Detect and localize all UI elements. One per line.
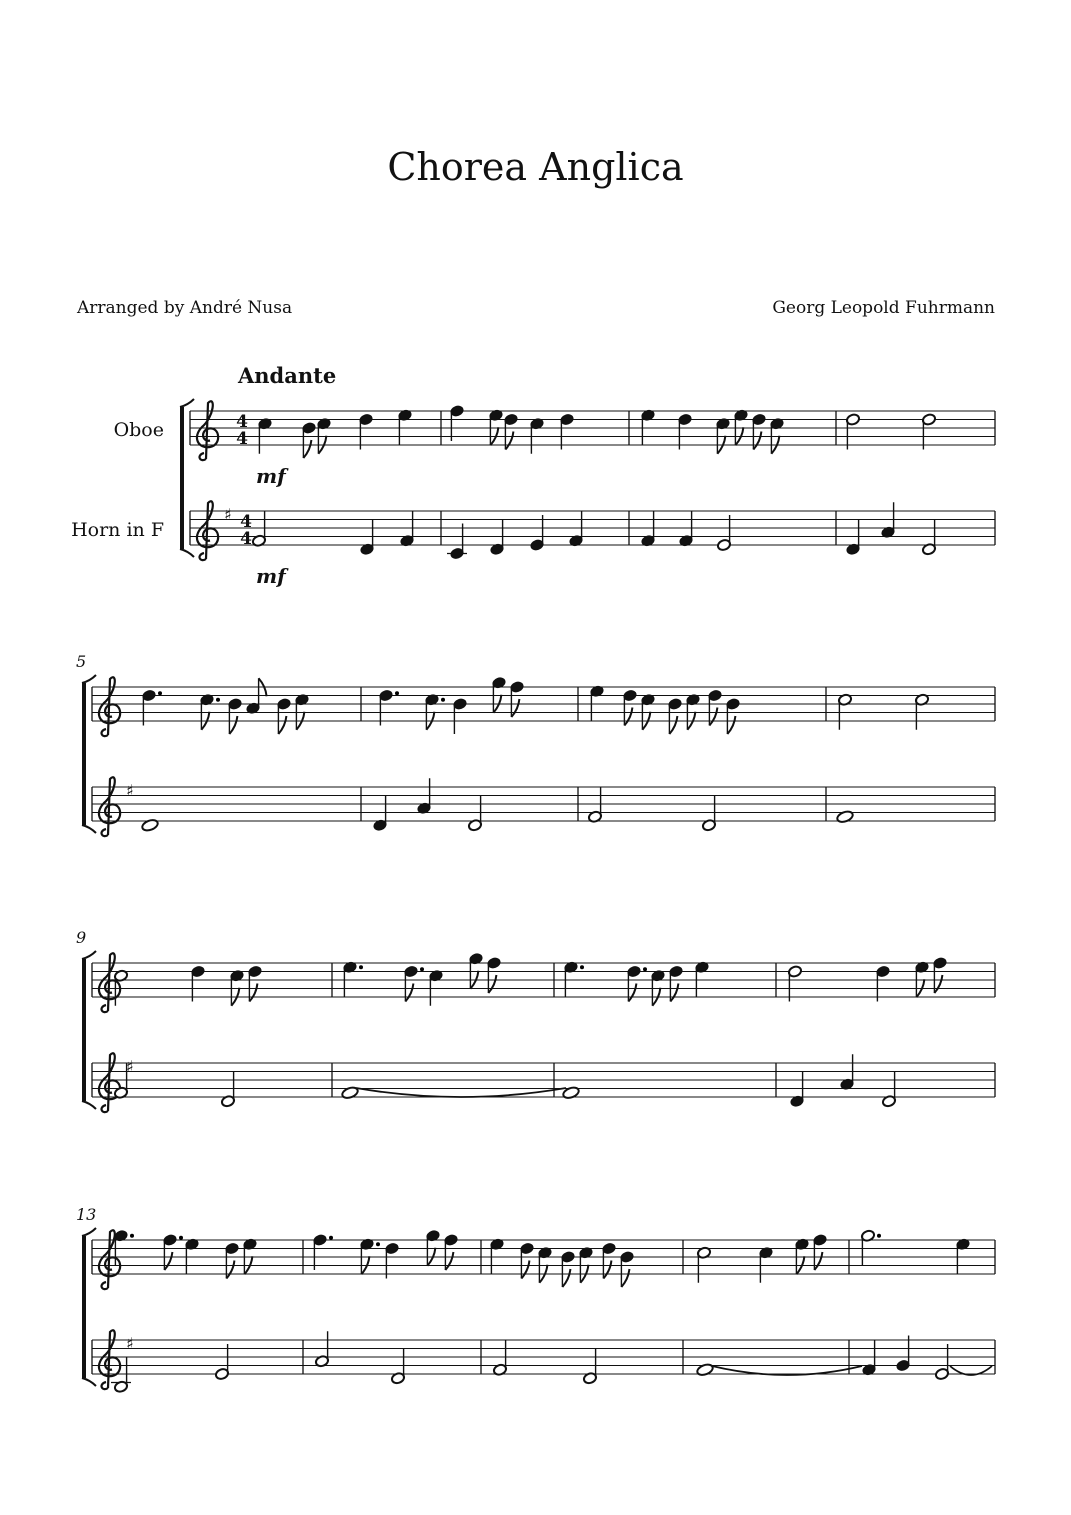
note-flag bbox=[511, 699, 519, 717]
horn-note bbox=[215, 1344, 230, 1380]
oboe-note bbox=[716, 417, 731, 453]
augmentation-dot bbox=[179, 1236, 183, 1240]
note-flag bbox=[669, 716, 677, 734]
oboe-note bbox=[230, 969, 245, 1005]
oboe-note bbox=[651, 969, 666, 1005]
oboe-note bbox=[313, 1234, 333, 1270]
horn-note bbox=[141, 818, 159, 832]
note-flag bbox=[505, 432, 513, 450]
system-3 bbox=[76, 928, 995, 1109]
oboe-note bbox=[734, 409, 749, 445]
oboe-note bbox=[770, 417, 785, 453]
horn-note bbox=[315, 1331, 330, 1367]
augmentation-dot bbox=[643, 967, 647, 971]
oboe-note bbox=[564, 961, 584, 997]
oboe-note bbox=[846, 413, 861, 449]
oboe-note bbox=[492, 676, 507, 712]
oboe-note bbox=[317, 417, 332, 453]
bracket-top-hook bbox=[180, 399, 194, 407]
note-flag bbox=[709, 708, 717, 726]
oboe-note bbox=[469, 952, 484, 988]
horn-note bbox=[569, 511, 584, 547]
augmentation-dot bbox=[130, 1234, 134, 1238]
oboe-note bbox=[191, 965, 206, 1001]
horn-note bbox=[679, 511, 694, 547]
horn-note bbox=[836, 810, 854, 824]
oboe-note bbox=[579, 1246, 594, 1282]
horn-note bbox=[881, 502, 896, 538]
oboe-note bbox=[669, 965, 684, 1001]
oboe-note bbox=[915, 693, 930, 729]
oboe-note bbox=[200, 693, 220, 729]
notehead bbox=[836, 810, 854, 824]
horn-note bbox=[530, 515, 545, 551]
horn-note bbox=[493, 1340, 508, 1376]
oboe-note bbox=[404, 965, 424, 1001]
horn-note bbox=[696, 1363, 714, 1377]
oboe-note bbox=[759, 1246, 774, 1282]
oboe-note bbox=[915, 961, 930, 997]
note-flag bbox=[164, 1252, 172, 1270]
system-4 bbox=[76, 1205, 995, 1386]
oboe-note bbox=[163, 1234, 183, 1270]
horn-note bbox=[400, 511, 415, 547]
oboe-note bbox=[302, 422, 317, 458]
bracket-top-hook bbox=[82, 1228, 96, 1236]
augmentation-dot bbox=[420, 967, 424, 971]
horn-note bbox=[373, 795, 388, 831]
horn-note bbox=[391, 1348, 406, 1384]
oboe-note bbox=[185, 1238, 200, 1274]
oboe-note bbox=[697, 1246, 712, 1282]
horn-note bbox=[702, 795, 717, 831]
augmentation-dot bbox=[395, 691, 399, 695]
oboe-note bbox=[487, 957, 502, 993]
oboe-note bbox=[489, 409, 504, 445]
measure-number: 5 bbox=[76, 652, 87, 671]
horn-staff bbox=[190, 505, 995, 588]
augmentation-dot bbox=[158, 691, 162, 695]
oboe-note bbox=[248, 965, 263, 1001]
oboe-note bbox=[590, 685, 605, 721]
treble-clef bbox=[99, 953, 120, 1012]
dynamic-marking: mf bbox=[256, 564, 286, 588]
treble-clef bbox=[99, 1053, 120, 1112]
measure-number: 9 bbox=[76, 928, 87, 947]
arranger-credit: Arranged by André Nusa bbox=[77, 298, 293, 318]
oboe-note bbox=[520, 1242, 535, 1278]
oboe-note bbox=[510, 681, 525, 717]
oboe-staff bbox=[92, 963, 995, 997]
note-flag bbox=[621, 1269, 629, 1287]
instrument-label-horn: Horn in F bbox=[71, 519, 164, 541]
oboe-note bbox=[425, 693, 445, 729]
note-flag bbox=[278, 716, 286, 734]
key-signature-sharp: ♯ bbox=[224, 505, 232, 524]
note-flag bbox=[603, 1261, 611, 1279]
piece-title: Chorea Anglica bbox=[387, 145, 684, 189]
oboe-note bbox=[385, 1242, 400, 1278]
oboe-staff bbox=[92, 687, 995, 721]
oboe-note bbox=[246, 678, 267, 714]
treble-clef bbox=[99, 777, 120, 836]
horn-note bbox=[252, 511, 267, 547]
oboe-note bbox=[243, 1238, 258, 1274]
oboe-note bbox=[627, 965, 647, 1001]
treble-clef bbox=[197, 501, 218, 560]
oboe-note bbox=[641, 409, 656, 445]
oboe-note bbox=[933, 957, 948, 993]
augmentation-dot bbox=[580, 965, 584, 969]
bracket-bottom-hook bbox=[82, 1101, 96, 1109]
oboe-note bbox=[228, 698, 243, 734]
oboe-note bbox=[450, 405, 465, 441]
oboe-note bbox=[678, 413, 693, 449]
notehead bbox=[696, 1363, 714, 1377]
treble-clef bbox=[99, 677, 120, 736]
oboe-note bbox=[560, 413, 575, 449]
note-flag bbox=[405, 984, 413, 1002]
note-flag bbox=[303, 440, 311, 458]
augmentation-dot bbox=[216, 698, 220, 702]
oboe-note bbox=[795, 1238, 810, 1274]
oboe-note bbox=[956, 1238, 971, 1274]
oboe-note bbox=[142, 689, 162, 725]
oboe-note bbox=[225, 1242, 240, 1278]
bracket-top-hook bbox=[82, 675, 96, 683]
augmentation-dot bbox=[376, 1242, 380, 1246]
note-flag bbox=[249, 984, 257, 1002]
horn-note bbox=[896, 1336, 911, 1372]
notehead bbox=[141, 818, 159, 832]
oboe-note bbox=[426, 1229, 441, 1265]
treble-clef bbox=[197, 401, 218, 460]
dynamic-marking: mf bbox=[256, 464, 286, 488]
oboe-note bbox=[641, 693, 656, 729]
tempo-marking: Andante bbox=[238, 363, 337, 388]
horn-note bbox=[360, 519, 375, 555]
oboe-note bbox=[359, 413, 374, 449]
oboe-note bbox=[343, 961, 363, 997]
note-flag bbox=[562, 1269, 570, 1287]
composer-credit: Georg Leopold Fuhrmann bbox=[772, 298, 995, 318]
horn-note bbox=[490, 519, 505, 555]
oboe-note bbox=[668, 698, 683, 734]
oboe-note bbox=[379, 689, 399, 725]
bracket-bottom-hook bbox=[82, 1378, 96, 1386]
oboe-note bbox=[726, 698, 741, 734]
oboe-note bbox=[695, 961, 710, 997]
time-signature-bottom: 4 bbox=[236, 429, 248, 449]
oboe-note bbox=[876, 965, 891, 1001]
oboe-note bbox=[360, 1238, 380, 1274]
augmentation-dot bbox=[441, 698, 445, 702]
time-signature-top: 4 bbox=[236, 412, 248, 432]
time-signature-top: 4 bbox=[240, 512, 252, 532]
oboe-note bbox=[623, 689, 638, 725]
horn-note bbox=[641, 511, 656, 547]
key-signature-sharp: ♯ bbox=[126, 1334, 134, 1353]
horn-note bbox=[882, 1071, 897, 1107]
augmentation-dot bbox=[877, 1234, 881, 1238]
horn-staff bbox=[92, 781, 995, 821]
oboe-note bbox=[295, 693, 310, 729]
horn-note bbox=[935, 1344, 950, 1380]
note-flag bbox=[488, 975, 496, 993]
note-flag bbox=[624, 708, 632, 726]
horn-note bbox=[588, 787, 603, 823]
system-1 bbox=[180, 399, 995, 588]
oboe-note bbox=[258, 417, 273, 453]
augmentation-dot bbox=[359, 965, 363, 969]
oboe-note bbox=[813, 1234, 828, 1270]
horn-note bbox=[447, 524, 467, 560]
note-flag bbox=[670, 984, 678, 1002]
measure-number: 13 bbox=[76, 1205, 97, 1224]
oboe-note bbox=[530, 417, 545, 453]
key-signature-sharp: ♯ bbox=[126, 781, 134, 800]
oboe-note bbox=[538, 1246, 553, 1282]
bracket-bottom-hook bbox=[180, 549, 194, 557]
note-flag bbox=[814, 1252, 822, 1270]
bracket-bottom-hook bbox=[82, 825, 96, 833]
oboe-note bbox=[490, 1238, 505, 1274]
oboe-note bbox=[686, 693, 701, 729]
bracket-top-hook bbox=[82, 951, 96, 959]
note-flag bbox=[226, 1261, 234, 1279]
oboe-note bbox=[752, 413, 767, 449]
oboe-note bbox=[788, 965, 803, 1001]
time-signature-bottom: 4 bbox=[240, 529, 252, 549]
horn-note bbox=[221, 1071, 236, 1107]
augmentation-dot bbox=[329, 1236, 333, 1240]
horn-note bbox=[468, 795, 483, 831]
system-2 bbox=[76, 652, 995, 833]
note-flag bbox=[727, 716, 735, 734]
oboe-note bbox=[398, 409, 413, 445]
horn-note bbox=[790, 1071, 805, 1107]
oboe-note bbox=[838, 693, 853, 729]
horn-note bbox=[840, 1054, 855, 1090]
oboe-note bbox=[602, 1242, 617, 1278]
oboe-note bbox=[453, 698, 468, 734]
oboe-note bbox=[861, 1229, 881, 1265]
note-flag bbox=[753, 432, 761, 450]
oboe-note bbox=[277, 698, 292, 734]
systems-group bbox=[76, 399, 995, 1393]
oboe-note bbox=[620, 1251, 635, 1287]
horn-note bbox=[922, 519, 937, 555]
note-flag bbox=[521, 1261, 529, 1279]
oboe-note bbox=[444, 1234, 459, 1270]
horn-note bbox=[717, 515, 732, 551]
note-flag bbox=[229, 716, 237, 734]
horn-note bbox=[846, 519, 861, 555]
horn-tie bbox=[356, 1088, 566, 1097]
horn-note bbox=[583, 1348, 598, 1384]
horn-note bbox=[417, 778, 432, 814]
key-signature-sharp: ♯ bbox=[126, 1057, 134, 1076]
horn-note bbox=[862, 1340, 877, 1376]
note-flag bbox=[628, 984, 636, 1002]
oboe-note bbox=[561, 1251, 576, 1287]
oboe-note bbox=[708, 689, 723, 725]
oboe-note bbox=[429, 969, 444, 1005]
treble-clef bbox=[99, 1330, 120, 1389]
oboe-note bbox=[922, 413, 937, 449]
oboe-staff bbox=[190, 411, 995, 488]
note-flag bbox=[445, 1252, 453, 1270]
instrument-label-oboe: Oboe bbox=[113, 419, 164, 441]
oboe-note bbox=[114, 1229, 134, 1265]
note-flag bbox=[934, 975, 942, 993]
oboe-note bbox=[504, 413, 519, 449]
